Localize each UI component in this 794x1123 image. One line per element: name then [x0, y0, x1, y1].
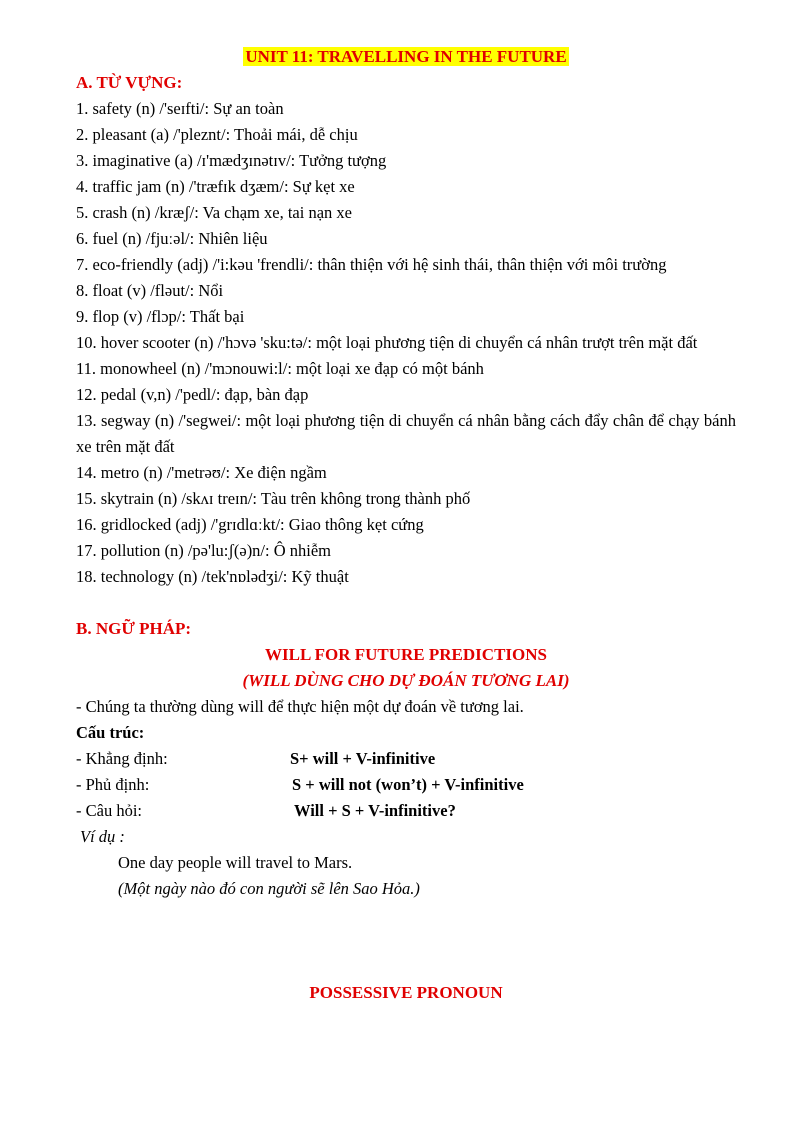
vocab-item: 6. fuel (n) /fjuːəl/: Nhiên liệu [76, 229, 268, 248]
vocab-item: 17. pollution (n) /pə'lu:ʃ(ə)n/: Ô nhiễm [76, 541, 332, 560]
structure-label: Cấu trúc: [76, 723, 145, 742]
structure-label-text: - Câu hỏi: [76, 801, 142, 820]
next-topic-title: POSSESSIVE PRONOUN [309, 983, 503, 1002]
structure-label-text: - Khẳng định: [76, 749, 168, 768]
vocab-item: 5. crash (n) /kræʃ/: Va chạm xe, tai nạn xe [76, 203, 352, 222]
example-english: One day people will travel to Mars. [118, 853, 353, 872]
vocab-item: 16. gridlocked (adj) /'grɪdlɑːkt/: Giao thông kẹt cứng [76, 515, 424, 534]
spacer [76, 590, 736, 616]
spacer [76, 902, 736, 980]
unit-title: UNIT 11: TRAVELLING IN THE FUTURE [245, 47, 567, 66]
grammar-heading: B. NGỮ PHÁP: [76, 619, 192, 638]
vocab-item: 13. segway (n) /'segwei/: một loại phương tiện di chuyển cá nhân bằng cách đẩy chân để chạy bánh xe trên mặt đất [76, 411, 736, 456]
vocabulary-heading: A. TỪ VỰNG: [76, 73, 183, 92]
vocab-item: 9. flop (v) /flɔp/: Thất bại [76, 307, 245, 326]
vocab-item: 1. safety (n) /'seɪfti/: Sự an toàn [76, 99, 284, 118]
vocab-item: 18. technology (n) /tek'nɒlədʒi/: Kỹ thuật [76, 567, 349, 586]
structure-question [76, 798, 736, 824]
vocab-item: 2. pleasant (a) /'pleznt/: Thoải mái, dễ chịu [76, 125, 358, 144]
vocab-item: 7. eco-friendly (adj) /'i:kəu 'frendli/: thân thiện với hệ sinh thái, thân thiện với môi trường [76, 255, 667, 274]
vocab-item: 12. pedal (v,n) /'pedl/: đạp, bàn đạp [76, 385, 309, 404]
grammar-intro: - Chúng ta thường dùng will để thực hiện một dự đoán về tương lai. [76, 697, 524, 716]
structure-formula: S+ will + V-infinitive [290, 749, 436, 768]
structure-affirmative [76, 746, 736, 772]
structure-negative [76, 772, 736, 798]
structure-formula: Will + S + V-infinitive? [294, 801, 456, 820]
structure-formula: S + will not (won’t) + V-infinitive [292, 775, 524, 794]
vocab-item: 10. hover scooter (n) /'hɔvə 'sku:tə/: một loại phương tiện di chuyển cá nhân trượt trên mặt đất [76, 333, 698, 352]
vocab-item: 8. float (v) /fləut/: Nổi [76, 281, 224, 300]
example-label: Ví dụ : [80, 827, 125, 846]
grammar-topic-subtitle: (WILL DÙNG CHO DỰ ĐOÁN TƯƠNG LAI) [242, 671, 570, 690]
vocab-item: 14. metro (n) /'metrəʊ/: Xe điện ngầm [76, 463, 327, 482]
vocab-item: 3. imaginative (a) /ɪ'mædʒɪnətɪv/: Tưởng tượng [76, 151, 387, 170]
grammar-topic-title: WILL FOR FUTURE PREDICTIONS [265, 645, 547, 664]
document-page [76, 44, 736, 1006]
example-vietnamese: (Một ngày nào đó con người sẽ lên Sao Hỏa.) [118, 879, 420, 898]
vocab-item: 11. monowheel (n) /'mɔnouwi:l/: một loại xe đạp có một bánh [76, 359, 484, 378]
vocab-item: 15. skytrain (n) /skʌɪ treɪn/: Tàu trên không trong thành phố [76, 489, 471, 508]
structure-label-text: - Phủ định: [76, 775, 150, 794]
vocab-item: 4. traffic jam (n) /'træfɪk dʒæm/: Sự kẹt xe [76, 177, 355, 196]
